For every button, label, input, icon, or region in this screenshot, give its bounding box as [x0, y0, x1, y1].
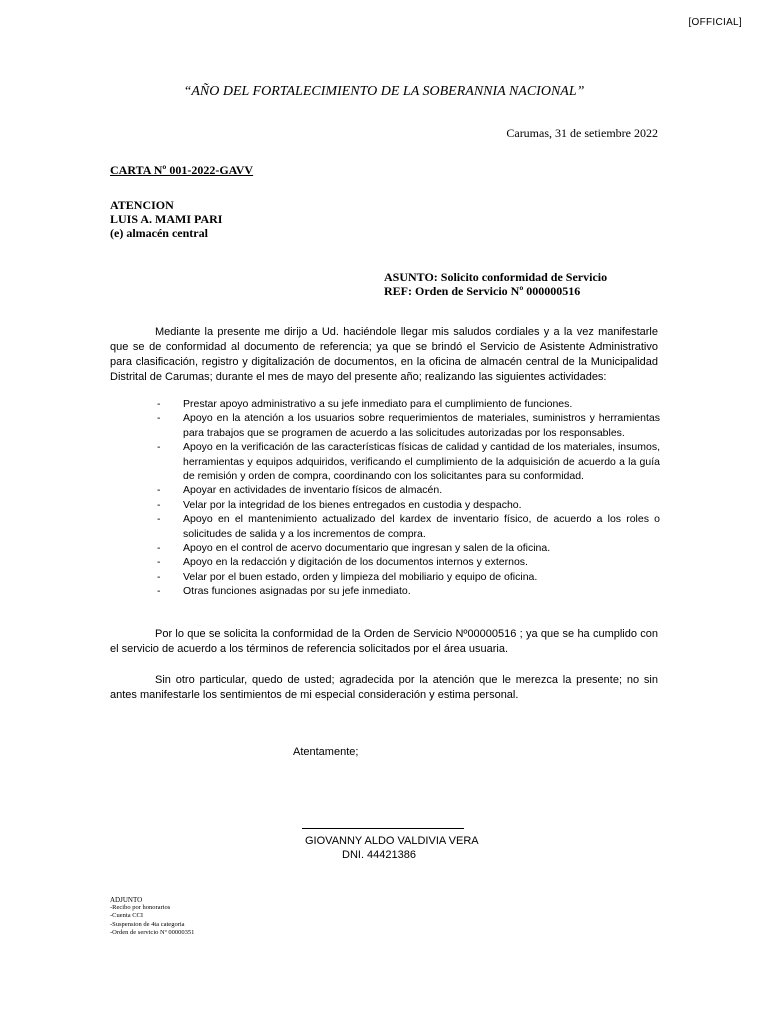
attachment-item: -Cuenta CCI — [110, 912, 144, 920]
bullet-dash: - — [157, 585, 161, 598]
signer-name: GIOVANNY ALDO VALDIVIA VERA — [305, 835, 479, 847]
request-text: Por lo que se solicita la conformidad de la Orden de Servicio Nº00000516 ; ya que se ha cumplido con el servicio de acuerdo a los términos de referencia solicitados por el área usuaria. — [110, 628, 658, 655]
attachments-block — [110, 896, 194, 937]
activity-text: Apoyo en la atención a los usuarios sobre requerimientos de materiales, suministros y herramientas para trabajos que se programen de acuerdo a las solicitudes autorizadas por los responsables. — [183, 412, 660, 439]
recipient-attention: ATENCION — [110, 198, 174, 212]
list-item — [157, 570, 660, 584]
bullet-dash: - — [157, 484, 161, 497]
activity-text: Otras funciones asignadas por su jefe inmediato. — [183, 585, 411, 598]
official-tag: [OFFICIAL] — [688, 17, 742, 28]
signer-dni: DNI. 44421386 — [342, 849, 416, 861]
recipient-role: (e) almacén central — [110, 226, 208, 240]
bullet-dash: - — [157, 498, 161, 511]
list-item — [157, 498, 660, 512]
attachments-title: ADJUNTO — [110, 896, 143, 904]
signature-line — [302, 828, 464, 829]
list-item — [157, 483, 660, 497]
request-paragraph — [110, 627, 658, 657]
list-item — [157, 555, 660, 569]
list-item — [157, 440, 660, 483]
recipient-name: LUIS A. MAMI PARI — [110, 212, 223, 226]
year-motto: “AÑO DEL FORTALECIMIENTO DE LA SOBERANNIA NACIONAL” — [183, 84, 585, 99]
activities-list — [157, 397, 660, 599]
bullet-dash: - — [157, 513, 161, 526]
attachment-item: -Orden de servicio Nº 00000351 — [110, 928, 195, 936]
reference-line: REF: Orden de Servicio Nº 000000516 — [384, 284, 581, 298]
activity-text: Apoyo en el mantenimiento actualizado del kardex de inventario físico, de acuerdo a los roles o solicitudes de salida y a los incrementos de compra. — [183, 513, 660, 540]
bullet-dash: - — [157, 570, 161, 583]
closing-salutation: Atentamente; — [293, 746, 359, 758]
bullet-dash: - — [157, 542, 161, 555]
bullet-dash: - — [157, 398, 161, 410]
intro-paragraph — [110, 325, 658, 385]
list-item — [157, 397, 660, 411]
farewell-text: Sin otro particular, quedo de usted; agradecida por la atención que le merezca la presente; no sin antes manifestarle los sentimientos de mi especial consideración y estima personal. — [110, 674, 658, 701]
list-item — [157, 541, 660, 555]
letter-number: CARTA Nº 001-2022-GAVV — [110, 163, 254, 177]
activity-text: Apoyar en actividades de inventario físicos de almacén. — [183, 484, 443, 497]
farewell-paragraph — [110, 673, 658, 703]
activity-text: Prestar apoyo administrativo a su jefe inmediato para el cumplimiento de funciones. — [183, 398, 573, 410]
activity-text: Apoyo en la verificación de las características físicas de calidad y cantidad de los materiales, insumos, herramientas y equipos adquiridos, verificando el cumplimiento de la adquisición de acuerdo a la guía de remisión y orden de compra, coordinando con los solicitantes para su conformidad. — [183, 441, 660, 483]
bullet-dash: - — [157, 441, 161, 454]
bullet-dash: - — [157, 556, 161, 569]
list-item — [157, 584, 660, 598]
attachment-item: -Suspension de 4ta categoria — [110, 920, 185, 928]
list-item — [157, 411, 660, 440]
bullet-dash: - — [157, 412, 161, 425]
activity-text: Apoyo en la redacción y digitación de los documentos internos y externos. — [183, 556, 528, 569]
subject-line: ASUNTO: Solicito conformidad de Servicio — [384, 270, 608, 284]
activity-text: Velar por el buen estado, orden y limpieza del mobiliario y equipo de oficina. — [183, 570, 538, 583]
list-item — [157, 512, 660, 541]
letter-date: Carumas, 31 de setiembre 2022 — [506, 126, 658, 140]
intro-text: Mediante la presente me dirijo a Ud. haciéndole llegar mis saludos cordiales y a la vez manifestarle que se de conformidad al documento de referencia; ya que se brindó el Servicio de Asistente Administrativo para clasificación, registro y digitalización de documentos, en la oficina de almacén central de la Municipalidad Distrital de Carumas; durante el mes de mayo del presente año; realizando las siguientes actividades: — [110, 326, 658, 383]
activity-text: Apoyo en el control de acervo documentario que ingresan y salen de la oficina. — [183, 542, 551, 555]
attachment-item: -Recibo por honorarios — [110, 904, 171, 912]
activity-text: Velar por la integridad de los bienes entregados en custodia y despacho. — [183, 498, 522, 511]
